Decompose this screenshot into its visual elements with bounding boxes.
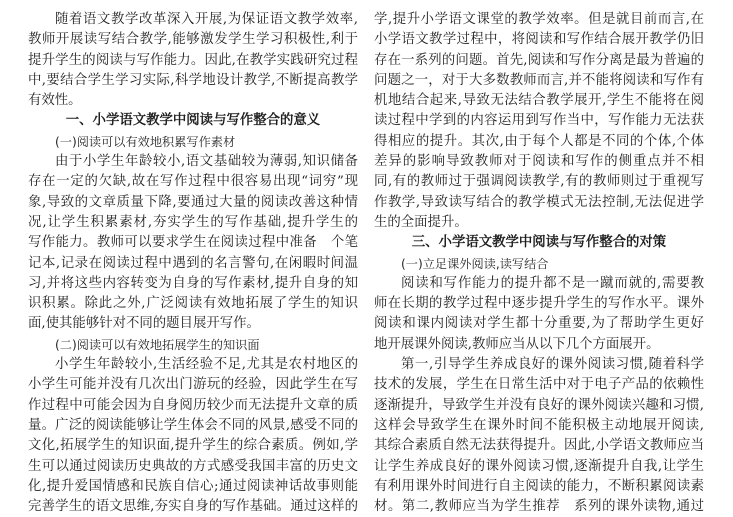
subsection-heading-2: (二)阅读可以有效地拓展学生的知识面 <box>55 337 260 352</box>
text-line: 存在一定的欠缺,故在写作过程中很容易出现“词穷”现 <box>28 174 358 190</box>
text-line: 技术的发展，学生在日常生活中对于电子产品的依赖性 <box>374 377 704 393</box>
paragraph-reading-writing <box>374 274 704 355</box>
text-line: 况,让学生积累素材,夯实学生的写作基础,提升学生的 <box>28 214 358 230</box>
text-line: 作教学,导致读写结合的教学模式无法控制,无法促进学 <box>374 194 704 210</box>
text-line: 小学语文教学过程中，将阅读和写作结合展开教学仍旧 <box>374 32 704 48</box>
text-line: 化,提升爱国情感和民族自信心;通过阅读神话故事则能 <box>28 478 358 494</box>
text-line: 作过程中可能会因为自身阅历较少而无法提升文章的质 <box>28 397 358 413</box>
text-line: 教师开展读写结合教学,能够激发学生学习积极性,利于 <box>28 32 358 48</box>
text-line: 文化,拓展学生的知识面,提升学生的综合素质。例如,学 <box>28 438 358 454</box>
subsection-heading-1: (一)阅读可以有效地积累写作素材 <box>55 134 236 149</box>
text-line: 有效性。 <box>28 93 82 109</box>
text-line: 提升学生的阅读与写作能力。因此,在教学实践研究过程 <box>28 52 358 68</box>
section-heading-1: 一、小学语文教学中阅读与写作整合的意义 <box>65 113 321 129</box>
text-line: 有利用课外时间进行自主阅读的能力，不断积累阅读素 <box>374 478 704 494</box>
text-line: 生的全面提升。 <box>374 214 468 230</box>
text-line: 记本,记录在阅读过程中遇到的名言警句,在闲暇时间温 <box>28 255 358 271</box>
paragraph-problems <box>374 10 704 233</box>
text-line: 存在一系列的问题。首先,阅读和写作分离是最为普遍的 <box>374 52 704 68</box>
text-line: 阅读和课内阅读对学生都十分重要,为了帮助学生更好 <box>374 316 704 332</box>
text-line: 阅读和写作能力的提升都不是一蹴而就的,需要教 <box>401 275 704 291</box>
text-line: 差异的影响导致教师对于阅读和写作的侧重点并不相 <box>374 154 704 170</box>
text-line: 完善学生的语文思维,夯实自身的写作基础。通过这样的 <box>28 499 358 515</box>
text-line: 写作能力。教师可以要求学生在阅读过程中准备 个笔 <box>28 235 358 251</box>
text-line: 读过程中学到的内容运用到写作当中，写作能力无法获 <box>374 113 704 129</box>
text-line: 其综合素质自然无法获得提升。因此,小学语文教师应当 <box>374 438 704 454</box>
paragraph-accumulate-material <box>28 152 358 335</box>
text-line: 由于小学生年龄较小,语文基础较为薄弱,知识储备 <box>55 154 358 170</box>
text-line: 让学生养成良好的课外阅读习惯,逐渐提升自我,让学生 <box>374 458 704 474</box>
text-line: 面,使其能够针对不同的题目展开写作。 <box>28 316 260 332</box>
subsection-heading-3-1: (一)立足课外阅读,读写结合 <box>401 256 549 271</box>
text-line: 象,导致的文章质量下降,要通过大量的阅读改善这种情 <box>28 194 358 210</box>
text-line: 小学生年龄较小,生活经验不足,尤其是农村地区的 <box>55 357 358 373</box>
section-heading-3: 三、小学语文教学中阅读与写作整合的对策 <box>411 235 667 251</box>
text-line: 这样会导致学生在课外时间不能积极主动地展开阅读, <box>374 417 704 433</box>
text-line: 师在长期的教学过程中逐步提升学生的写作水平。课外 <box>374 296 704 312</box>
text-line: 量。广泛的阅读能够让学生体会不同的风景,感受不同的 <box>28 417 358 433</box>
text-line: 问题之一，对于大多数教师而言,并不能将阅读和写作有 <box>374 72 704 88</box>
text-line: 识积累。除此之外,广泛阅读有效地拓展了学生的知识 <box>28 296 358 312</box>
text-line: 生可以通过阅读历史典故的方式感受我国丰富的历史文 <box>28 458 358 474</box>
text-line: 机地结合起来,导致无法结合教学展开,学生不能将在阅 <box>374 93 704 109</box>
text-line: 材。第二,教师应当为学生推荐 系列的课外读物,通过 <box>374 499 704 515</box>
right-column <box>374 10 704 517</box>
text-line: 地开展课外阅读,教师应当从以下几个方面展开。 <box>374 336 660 352</box>
text-line: 随着语文教学改革深入开展,为保证语文教学效率, <box>55 12 358 27</box>
text-line: 第一,引导学生养成良好的课外阅读习惯,随着科学 <box>401 357 704 373</box>
text-line: 中,要结合学生学习实际,科学地设计教学,不断提高教学 <box>28 72 358 88</box>
text-line: 学,提升小学语文课堂的教学效率。但是就目前而言,在 <box>374 12 704 27</box>
text-line: 小学生可能并没有几次出门游玩的经验，因此学生在写 <box>28 377 358 393</box>
left-column <box>28 10 358 517</box>
text-line: 同,有的教师过于强调阅读教学,有的教师则过于重视写 <box>374 174 704 190</box>
paragraph-reading-habits <box>374 355 704 517</box>
text-line: 逐渐提升，导致学生并没有良好的课外阅读兴趣和习惯, <box>374 397 704 413</box>
text-line: 习,并将这些内容转变为自身的写作素材,提升自身的知 <box>28 275 358 291</box>
text-line: 得相应的提升。其次,由于每个人都是不同的个体,个体 <box>374 133 704 149</box>
intro-paragraph <box>28 10 358 111</box>
paragraph-broaden-knowledge <box>28 355 358 517</box>
